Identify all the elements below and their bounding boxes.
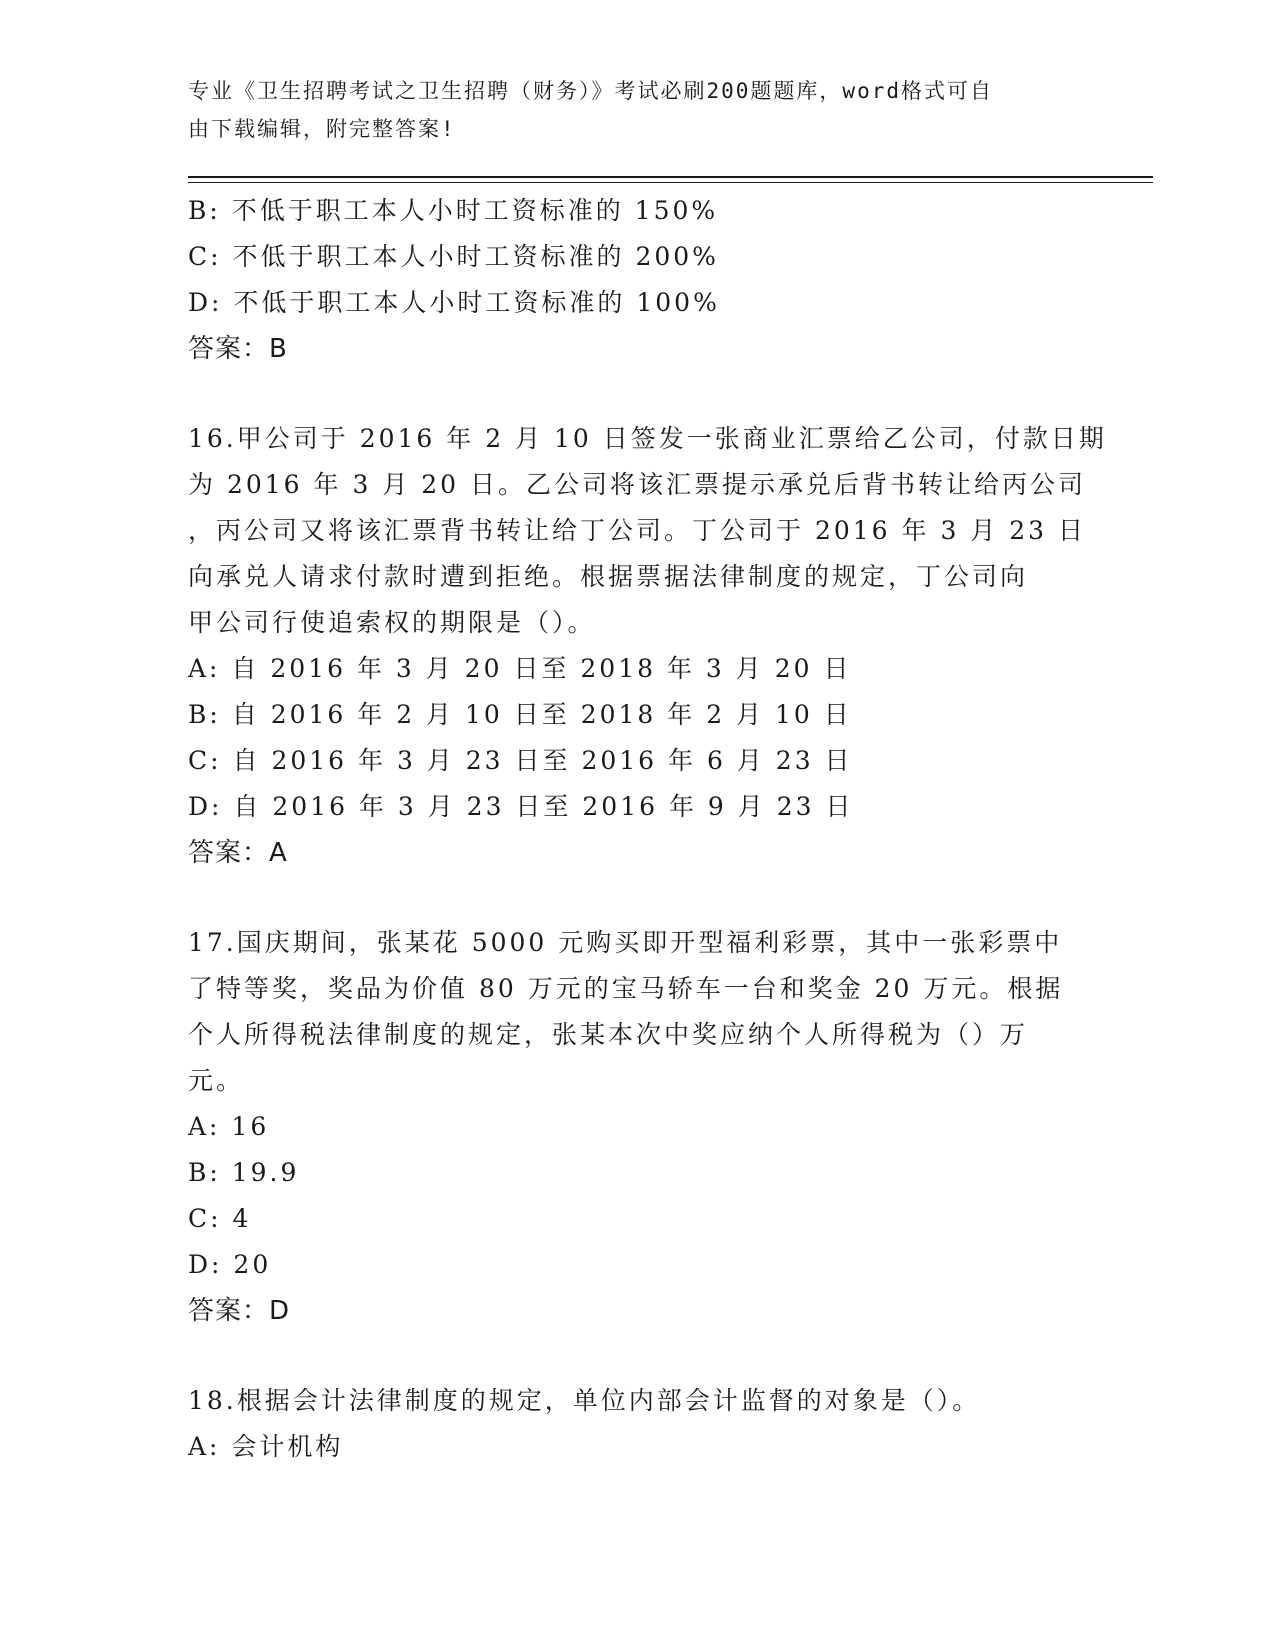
header-rule-thin [188, 182, 1153, 183]
header-rule-thick [188, 176, 1153, 178]
question-stem-line: 17.国庆期间，张某花 5000 元购买即开型福利彩票，其中一张彩票中 [188, 928, 1063, 957]
spacer [188, 1334, 1088, 1378]
option-d: D: 不低于职工本人小时工资标准的 100% [188, 288, 720, 317]
question-stem-line: 向承兑人请求付款时遭到拒绝。根据票据法律制度的规定，丁公司向 [188, 562, 1029, 591]
document-header [188, 72, 1068, 148]
question-stem-line: 元。 [188, 1066, 245, 1095]
option-c: C: 不低于职工本人小时工资标准的 200% [188, 242, 719, 271]
question-stem-line: 16.甲公司于 2016 年 2 月 10 日签发一张商业汇票给乙公司，付款日期 [188, 424, 1107, 453]
option-b: B: 不低于职工本人小时工资标准的 150% [188, 196, 719, 225]
answer-line: 答案：D [188, 1296, 291, 1326]
spacer [188, 372, 1088, 416]
option-d: D: 自 2016 年 3 月 23 日至 2016 年 9 月 23 日 [188, 792, 854, 821]
spacer [188, 876, 1088, 920]
question-16 [188, 416, 1107, 876]
question-18 [188, 1378, 1088, 1470]
option-b: B: 19.9 [188, 1158, 300, 1187]
header-line-1: 专业《卫生招聘考试之卫生招聘（财务）》考试必刷200题题库，word格式可自 [188, 79, 993, 103]
question-stem-line: 18.根据会计法律制度的规定，单位内部会计监督的对象是（）。 [188, 1386, 981, 1415]
question-content [188, 188, 1107, 1470]
question-stem-line: 个人所得税法律制度的规定，张某本次中奖应纳个人所得税为（）万 [188, 1020, 1029, 1049]
question-stem-line: 了特等奖，奖品为价值 80 万元的宝马轿车一台和奖金 20 万元。根据 [188, 974, 1064, 1003]
option-c: C: 4 [188, 1204, 252, 1233]
question-17 [188, 920, 1088, 1334]
header-line-2: 由下载编辑，附完整答案! [188, 117, 456, 141]
question-stem-line: ，丙公司又将该汇票背书转让给丁公司。丁公司于 2016 年 3 月 23 日 [188, 516, 1087, 545]
option-c: C: 自 2016 年 3 月 23 日至 2016 年 6 月 23 日 [188, 746, 853, 775]
answer-line: 答案：A [188, 838, 288, 868]
option-d: D: 20 [188, 1250, 272, 1279]
option-b: B: 自 2016 年 2 月 10 日至 2018 年 2 月 10 日 [188, 700, 852, 729]
question-15 [188, 188, 1088, 372]
option-a: A: 会计机构 [188, 1432, 344, 1461]
answer-line: 答案：B [188, 334, 288, 364]
option-a: A: 自 2016 年 3 月 20 日至 2018 年 3 月 20 日 [188, 654, 852, 683]
question-stem-line: 为 2016 年 3 月 20 日。乙公司将该汇票提示承兑后背书转让给丙公司 [188, 470, 1087, 499]
option-a: A: 16 [188, 1112, 270, 1141]
question-stem-line: 甲公司行使追索权的期限是（）。 [188, 608, 596, 637]
